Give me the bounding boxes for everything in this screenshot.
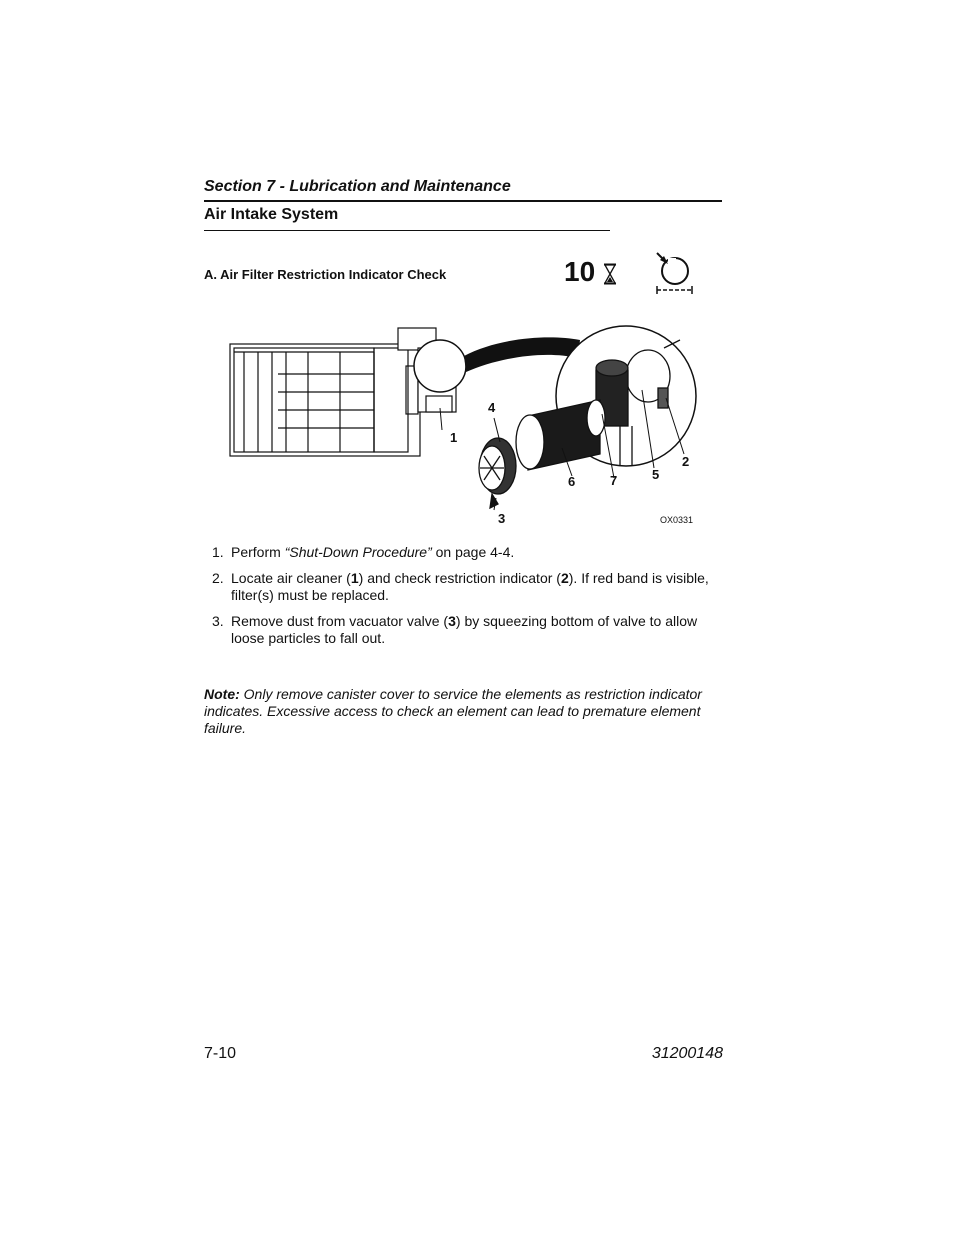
section-divider [204,200,722,202]
step-text: Perform [231,544,285,560]
hourglass-icon [602,263,618,285]
figure-code: OX0331 [660,515,694,525]
callout-3: 3 [498,511,506,526]
document-number: 31200148 [651,1045,723,1062]
step-text: Locate air cleaner ( [231,570,351,586]
air-intake-figure [228,318,708,533]
section-title: Section 7 - Lubrication and Maintenance [204,178,511,195]
note [204,686,724,737]
callout-ref: 1 [350,570,359,586]
interval-hours: 10 [564,256,596,287]
subsection-title: Air Intake System [204,206,339,223]
step-number: 1. [212,544,224,560]
engine-icon [654,250,696,296]
step-text: Remove dust from vacuator valve ( [231,613,449,629]
step-item [204,570,724,604]
procedure-steps [204,544,724,656]
subsection-divider [204,230,610,231]
step-item [204,544,724,561]
callout-6: 6 [568,474,576,489]
step-text: ) and check restriction indicator ( [358,570,561,586]
callout-ref: 3 [448,613,456,629]
step-item [204,613,724,647]
step-number: 2. [212,570,224,586]
callout-4: 4 [488,400,496,415]
canister-cover [479,438,516,508]
step-text: ) by squeezing bottom of valve to allow loose particles to fall out. [231,613,698,646]
step-text: ). If red band is visible, filter(s) must be replaced. [231,570,709,603]
note-text: Only remove canister cover to service the elements as restriction indicator indicates. Excessive access to check an element can lead to premature element failure. [204,686,702,736]
callout-2: 2 [682,454,690,469]
step-text: on page 4-4. [431,544,515,560]
step-number: 3. [212,613,224,629]
callout-7: 7 [610,473,618,488]
callout-5: 5 [652,467,660,482]
note-label: Note: [204,686,240,702]
radiator-assembly [230,344,420,456]
callout-ref: 2 [560,570,569,586]
page-number: 7-10 [204,1045,237,1062]
callout-1: 1 [450,430,458,445]
step-reference: “Shut-Down Procedure” [284,544,432,560]
procedure-title: A. Air Filter Restriction Indicator Check [204,267,447,282]
filter-element [516,400,605,470]
